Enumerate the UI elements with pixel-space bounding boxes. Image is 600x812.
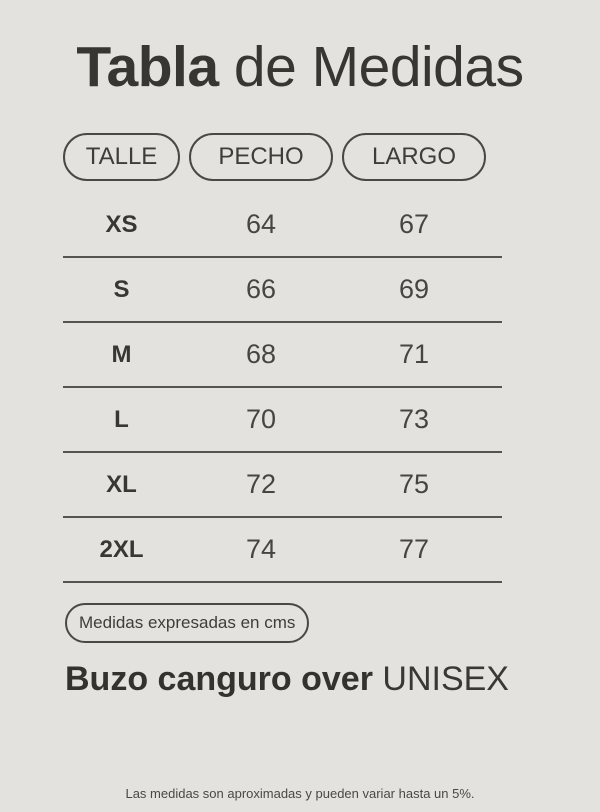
column-header-largo: [342, 133, 486, 181]
cell-largo: 75: [398, 469, 430, 499]
size-table: [63, 193, 502, 583]
units-note-label: Medidas expresadas en cms: [79, 613, 296, 632]
table-row-xl: [63, 453, 502, 518]
table-row-l: [63, 388, 502, 453]
cell-largo: 67: [398, 209, 430, 239]
column-header-pecho-label: PECHO: [218, 143, 304, 170]
cell-pecho: 66: [245, 274, 277, 304]
cell-largo: 73: [398, 404, 430, 434]
cell-pecho: 70: [245, 404, 277, 434]
table-row-2xl: [63, 518, 502, 583]
table-row-s: [63, 258, 502, 323]
disclaimer-text: Las medidas son aproximadas y pueden variar hasta un 5%.: [125, 786, 475, 801]
table-header-row: [63, 133, 486, 181]
cell-pecho: 74: [245, 534, 277, 564]
product-name-bold: Buzo canguro over: [65, 660, 373, 698]
cell-talle: S: [113, 275, 130, 303]
page-title-bold: Tabla: [76, 35, 219, 99]
cell-talle: 2XL: [99, 535, 144, 563]
cell-pecho: 64: [245, 209, 277, 239]
table-row-m: [63, 323, 502, 388]
cell-talle: XS: [105, 210, 138, 238]
column-header-pecho: [189, 133, 333, 181]
cell-largo: 71: [398, 339, 430, 369]
product-name: [65, 660, 509, 699]
page-title-regular: de Medidas: [218, 35, 524, 99]
cell-pecho: 68: [245, 339, 277, 369]
column-header-talle-label: TALLE: [85, 143, 158, 170]
table-row-xs: [63, 193, 502, 258]
column-header-largo-label: LARGO: [371, 143, 457, 170]
cell-largo: 77: [398, 534, 430, 564]
cell-pecho: 72: [245, 469, 277, 499]
cell-talle: M: [111, 340, 132, 368]
cell-talle: L: [114, 405, 129, 433]
cell-largo: 69: [398, 274, 430, 304]
page-title: [0, 35, 600, 99]
product-name-variant: UNISEX: [372, 660, 509, 698]
column-header-talle: [63, 133, 180, 181]
cell-talle: XL: [106, 470, 137, 498]
units-note-pill: [65, 603, 309, 643]
